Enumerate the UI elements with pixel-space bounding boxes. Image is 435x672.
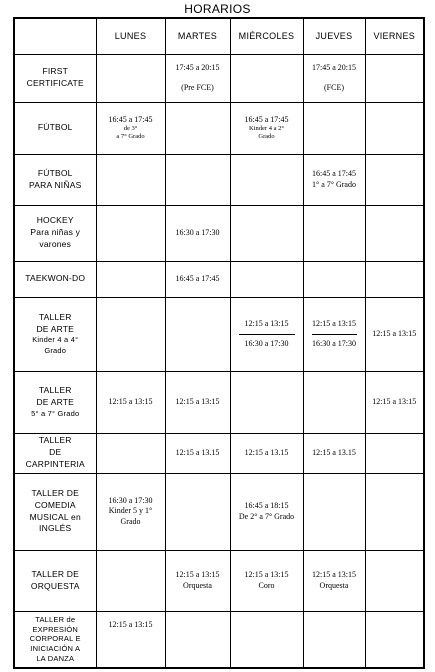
schedule-cell — [96, 473, 165, 550]
detail-text: (FCE) — [324, 83, 344, 92]
time-text: 16:30 a 17:30 — [108, 495, 153, 505]
schedule-cell — [365, 102, 424, 154]
time-text: 12:15 a 13:15 — [312, 319, 356, 329]
schedule-cell — [365, 473, 424, 550]
activity-line: TALLER DE — [31, 487, 79, 498]
table-row — [14, 205, 424, 261]
activity-line: FIRST — [42, 66, 69, 77]
activity-line: CARPINTERIA — [25, 458, 85, 469]
table-row — [14, 102, 424, 154]
time-text: 12:15 a 13:15 — [244, 319, 289, 329]
activity-line: HOCKEY — [36, 215, 74, 226]
activity-name — [14, 261, 96, 297]
day-header-jueves: JUEVES — [303, 18, 365, 54]
table-row — [14, 611, 424, 668]
detail-text: Orquesta — [183, 580, 212, 590]
activity-line: 5° a 7° Grado — [31, 408, 80, 418]
detail-text: Kinder 4 a 2° — [249, 125, 284, 133]
day-header-viernes: VIERNES — [365, 18, 424, 54]
time-text: 12:15 a 13:15 — [175, 396, 220, 406]
activity-line: DE ARTE — [36, 396, 75, 407]
time-text: 12:15 a 13.15 — [244, 447, 289, 457]
activity-line: INGLÉS — [39, 523, 72, 534]
activity-name — [14, 54, 96, 102]
schedule-cell — [230, 433, 303, 473]
time-text: 16:30 a 17:30 — [244, 338, 289, 348]
schedule-cell — [230, 54, 303, 102]
detail-text: De 2° a 7° Grado — [238, 511, 295, 521]
activity-name — [14, 473, 96, 550]
schedule-cell — [365, 154, 424, 205]
activity-name — [14, 102, 96, 154]
time-text: 16:45 a 18:15 — [244, 501, 289, 511]
activity-line: EXPRESIÓN — [32, 624, 79, 634]
time-text: 12:15 a 13:15 — [244, 570, 289, 580]
table-row — [14, 473, 424, 550]
schedule-cell — [303, 261, 365, 297]
schedule-cell — [365, 550, 424, 611]
time-text: 12:15 a 13:15 — [372, 396, 417, 406]
schedule-table — [13, 17, 425, 669]
activity-line: Grado — [44, 345, 67, 355]
activity-line: TALLER — [38, 311, 72, 322]
activity-line: CERTIFICATE — [26, 78, 84, 88]
schedule-cell — [96, 154, 165, 205]
schedule-cell — [230, 371, 303, 433]
activity-line: INICIACIÓN A — [30, 644, 81, 654]
schedule-cell — [365, 54, 424, 102]
schedule-cell — [96, 102, 165, 154]
schedule-cell — [96, 205, 165, 261]
activity-line: TALLER — [38, 384, 72, 395]
time-text: 12:15 a 13:15 — [175, 570, 220, 580]
activity-line: FÚTBOL — [37, 122, 73, 133]
table-row — [14, 297, 424, 371]
schedule-cell — [165, 611, 230, 668]
schedule-cell — [230, 297, 303, 371]
activity-name — [14, 371, 96, 433]
time-text: 12:15 a 13.15 — [312, 447, 356, 457]
schedule-cell — [96, 611, 165, 668]
table-row — [14, 54, 424, 102]
corner-cell — [14, 18, 96, 54]
time-text: 12:15 a 13:15 — [108, 396, 153, 406]
schedule-cell — [165, 154, 230, 205]
time-text: 16:45 a 17:45 — [312, 169, 356, 179]
table-row — [14, 433, 424, 473]
day-header-martes: MARTES — [165, 18, 230, 54]
activity-line: Kinder 4 a 4° — [32, 335, 79, 345]
detail-text: a 7° Grado — [116, 133, 145, 141]
activity-name — [14, 154, 96, 205]
detail-text: Kinder 5 y 1° — [108, 506, 153, 516]
schedule-cell — [165, 297, 230, 371]
schedule-cell — [165, 54, 230, 102]
schedule-cell — [230, 102, 303, 154]
schedule-cell — [96, 433, 165, 473]
schedule-cell — [365, 261, 424, 297]
schedule-cell — [230, 611, 303, 668]
schedule-cell — [230, 261, 303, 297]
time-text: 16:30 a 17:30 — [175, 227, 220, 237]
schedule-cell — [96, 371, 165, 433]
schedule-cell — [165, 433, 230, 473]
schedule-cell — [303, 297, 365, 371]
schedule-cell — [230, 205, 303, 261]
time-text: 12:15 a 13.15 — [175, 447, 220, 457]
activity-line: TALLER — [38, 435, 72, 446]
table-row — [14, 550, 424, 611]
activity-line: COMEDIA — [34, 499, 76, 510]
schedule-cell — [230, 550, 303, 611]
time-text: 16:45 a 17:45 — [108, 115, 153, 124]
activity-line: FÚTBOL — [37, 167, 73, 178]
schedule-cell — [365, 433, 424, 473]
schedule-cell — [303, 102, 365, 154]
table-row — [14, 371, 424, 433]
activity-name — [14, 611, 96, 668]
page-title: HORARIOS — [184, 2, 251, 16]
schedule-cell — [165, 371, 230, 433]
schedule-cell — [303, 473, 365, 550]
detail-text: Grado — [120, 516, 141, 526]
schedule-cell — [165, 550, 230, 611]
time-text: 17:45 a 20:15 — [312, 62, 356, 72]
schedule-cell — [303, 371, 365, 433]
activity-line: DE — [49, 447, 62, 458]
activity-name — [14, 433, 96, 473]
detail-text: Coro — [258, 580, 275, 590]
time-text: 16:45 a 17:45 — [244, 115, 289, 124]
activity-line: TAEKWON-DO — [25, 273, 86, 284]
detail-text: 1° a 7° Grado — [312, 179, 356, 189]
schedule-cell — [303, 550, 365, 611]
schedule-cell — [303, 154, 365, 205]
activity-name — [14, 297, 96, 371]
schedule-cell — [365, 611, 424, 668]
activity-line: Para niñas y — [30, 227, 81, 238]
schedule-cell — [303, 433, 365, 473]
schedule-cell — [165, 102, 230, 154]
activity-name — [14, 550, 96, 611]
schedule-cell — [303, 611, 365, 668]
schedule-cell — [165, 205, 230, 261]
detail-text: (Pre FCE) — [181, 83, 214, 92]
schedule-cell — [96, 54, 165, 102]
detail-text: Grado — [258, 133, 275, 141]
day-header-miercoles: MIÉRCOLES — [230, 18, 303, 54]
schedule-cell — [365, 371, 424, 433]
activity-line: MUSICAL en — [29, 511, 81, 522]
activity-line: varones — [39, 238, 72, 249]
schedule-cell — [365, 205, 424, 261]
activity-line: TALLER de — [35, 614, 76, 624]
time-text: 12:15 a 13:15 — [108, 619, 153, 629]
table-row — [14, 261, 424, 297]
table-row — [14, 154, 424, 205]
header-row — [14, 18, 424, 54]
detail-text: Orquesta — [319, 580, 349, 590]
detail-text: de 3° — [123, 125, 138, 133]
activity-line: CORPORAL E — [29, 634, 81, 644]
schedule-cell — [96, 297, 165, 371]
time-text: 12:15 a 13:15 — [312, 570, 356, 580]
time-text: 17:45 a 20:15 — [175, 62, 220, 72]
schedule-cell — [96, 261, 165, 297]
activity-line: TALLER DE — [31, 568, 79, 579]
schedule-cell — [365, 297, 424, 371]
schedule-cell — [303, 54, 365, 102]
schedule-cell — [96, 550, 165, 611]
time-text: 16:30 a 17:30 — [312, 338, 356, 348]
schedule-cell — [230, 473, 303, 550]
activity-line: PARA NIÑAS — [29, 179, 82, 190]
activity-name — [14, 205, 96, 261]
schedule-cell — [303, 205, 365, 261]
activity-line: ORQUESTA — [30, 580, 80, 591]
time-text: 16:45 a 17:45 — [175, 273, 220, 283]
time-text: 12:15 a 13:15 — [372, 328, 417, 338]
day-header-lunes: LUNES — [96, 18, 165, 54]
activity-line: LA DANZA — [36, 653, 75, 663]
schedule-cell — [165, 261, 230, 297]
schedule-cell — [230, 154, 303, 205]
activity-line: DE ARTE — [36, 323, 75, 334]
schedule-cell — [165, 473, 230, 550]
